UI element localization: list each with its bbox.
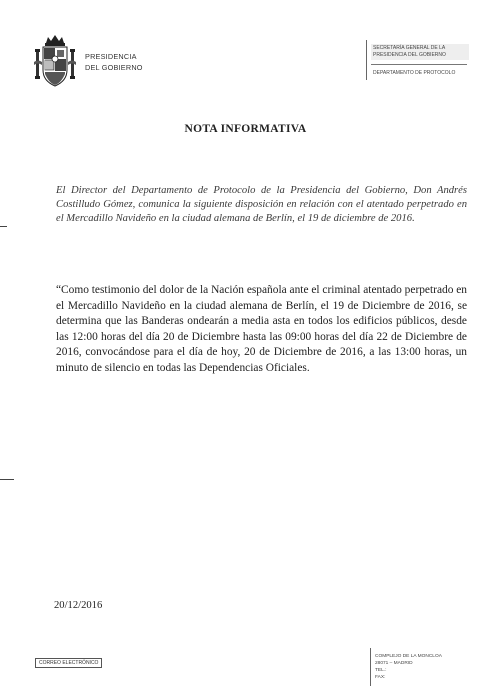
secretariat-box	[366, 40, 468, 80]
secretariat-line-2: PRESIDENCIA DEL GOBIERNO	[373, 52, 446, 58]
presidency-label	[85, 51, 143, 73]
presidency-line-1: PRESIDENCIA	[85, 52, 137, 61]
body-paragraph: “Como testimonio del dolor de la Nación española ante el criminal atentado perpetrado en el Mercadillo Navideño en la ciudad alemana de Berlín, el 19 de Diciembre de 2016, se determina que las Banderas ondearán a media asta en todos los edificios públicos, desde las 12:00 horas del día 20 de Diciembre hasta las 09:00 horas del día 22 de Diciembre de 2016, convocándose para el día de hoy, 20 de Diciembre de 2016, a las 13:00 horas, un minuto de silencio en todas las Dependencias Oficiales.	[56, 284, 467, 374]
document-title: NOTA INFORMATIVA	[184, 123, 307, 135]
address-phone: TEL.:	[375, 668, 387, 673]
address-block	[370, 648, 465, 686]
intro-paragraph: El Director del Departamento de Protocolo de la Presidencia del Gobierno, Don Andrés Costilludo Gómez, comunica la siguiente disposición en relación con el atentado perpetrado en el Mercadillo Navideño en la ciudad alemana de Berlín, el 19 de diciembre de 2016.	[56, 185, 467, 224]
header-divider	[371, 64, 467, 65]
punch-mark	[0, 479, 14, 480]
address-fax: FAX:	[375, 675, 386, 680]
email-label: CORREO ELECTRÓNICO	[35, 658, 102, 668]
address-line-2: 28071 – MADRID	[375, 661, 413, 666]
document-date: 20/12/2016	[54, 600, 103, 611]
secretariat-label	[371, 44, 469, 60]
secretariat-line-1: SECRETARÍA GENERAL DE LA	[373, 45, 446, 51]
department-label: DEPARTAMENTO DE PROTOCOLO	[373, 70, 456, 76]
fold-mark	[0, 226, 7, 227]
spanish-coat-of-arms-icon	[33, 34, 77, 88]
address-line-1: COMPLEJO DE LA MONCLOA	[375, 654, 442, 659]
presidency-line-2: DEL GOBIERNO	[85, 63, 143, 72]
